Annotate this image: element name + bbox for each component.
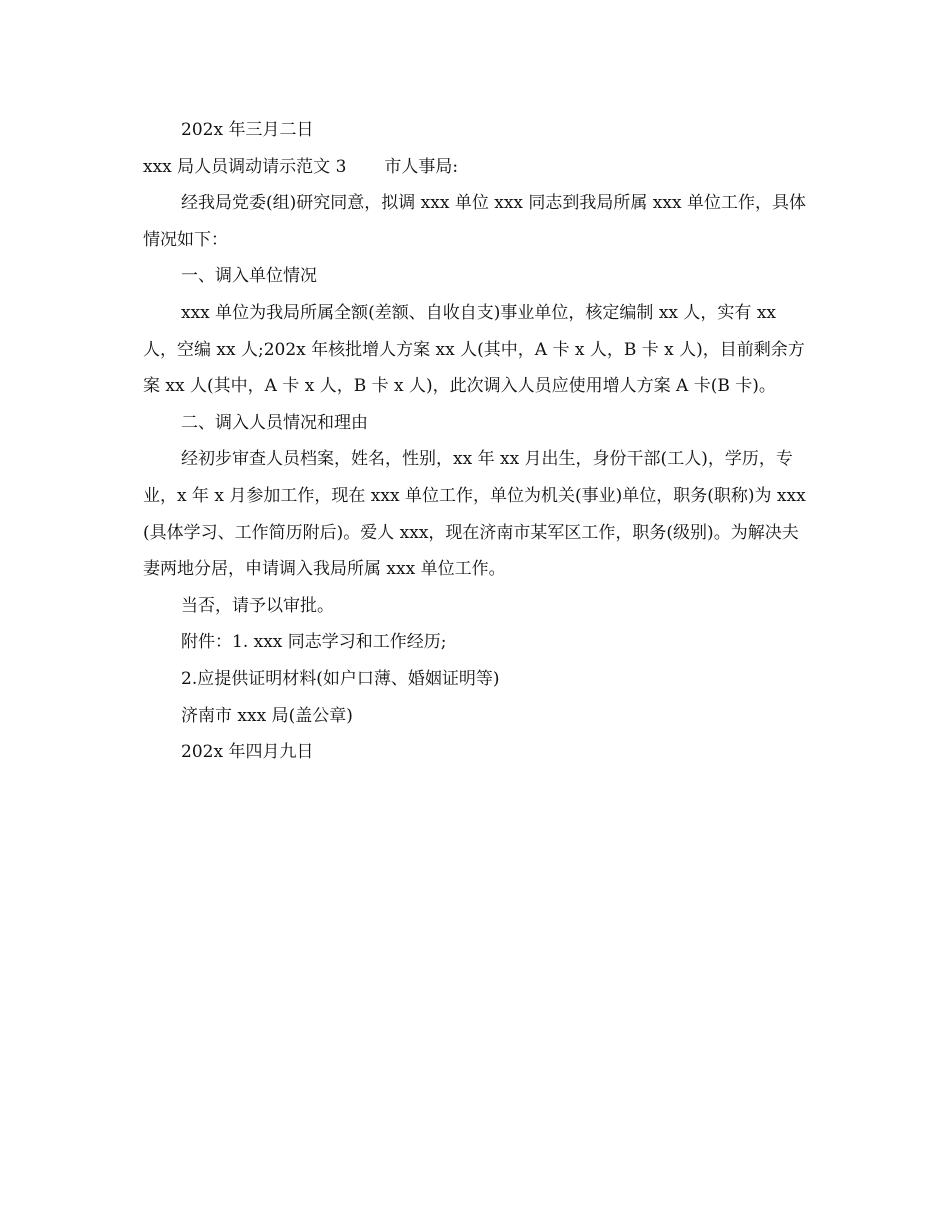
intro-paragraph: 经我局党委(组)研究同意，拟调 xxx 单位 xxx 同志到我局所属 xxx 单位工作，具体情况如下： (143, 193, 806, 250)
section1-heading: 一、调入单位情况 (181, 266, 317, 287)
bottom-date: 202x 年四月九日 (181, 742, 314, 763)
section1-paragraph: xxx 单位为我局所属全额(差额、自收自支)事业单位，核定编制 xx 人，实有 xx 人，空编 xx 人;202x 年核批增人方案 xx 人(其中，A 卡 x 人，B 卡 x 人)，目前剩余方案 xx 人(其中，A 卡 x 人，B 卡 x 人)，此次调入人员应使用增人方案 A 卡(B 卡)。 (143, 302, 805, 397)
document-title: xxx 局人员调动请示范文 3 (143, 156, 347, 177)
document-body (143, 112, 813, 771)
request-line: 当否，请予以审批。 (181, 595, 334, 616)
addressee: 市人事局: (384, 156, 459, 177)
title-line (143, 149, 813, 186)
attachment-line-2: 2.应提供证明材料(如户口薄、婚姻证明等) (181, 668, 500, 689)
section2-heading: 二、调入人员情况和理由 (181, 412, 368, 433)
signature-line: 济南市 xxx 局(盖公章) (181, 705, 353, 726)
top-date: 202x 年三月二日 (181, 120, 314, 140)
attachment-line-1: 附件：1. xxx 同志学习和工作经历; (181, 632, 447, 653)
section2-paragraph: 经初步审查人员档案，姓名，性别，xx 年 xx 月出生，身份干部(工人)，学历，专业，x 年 x 月参加工作，现在 xxx 单位工作，单位为机关(事业)单位，职务(职称)为 xxx(具体学习、工作简历附后)。爱人 xxx，现在济南市某军区工作，职务(级别)。为解决夫妻两地分居，申请调入我局所属 xxx 单位工作。 (143, 449, 806, 580)
